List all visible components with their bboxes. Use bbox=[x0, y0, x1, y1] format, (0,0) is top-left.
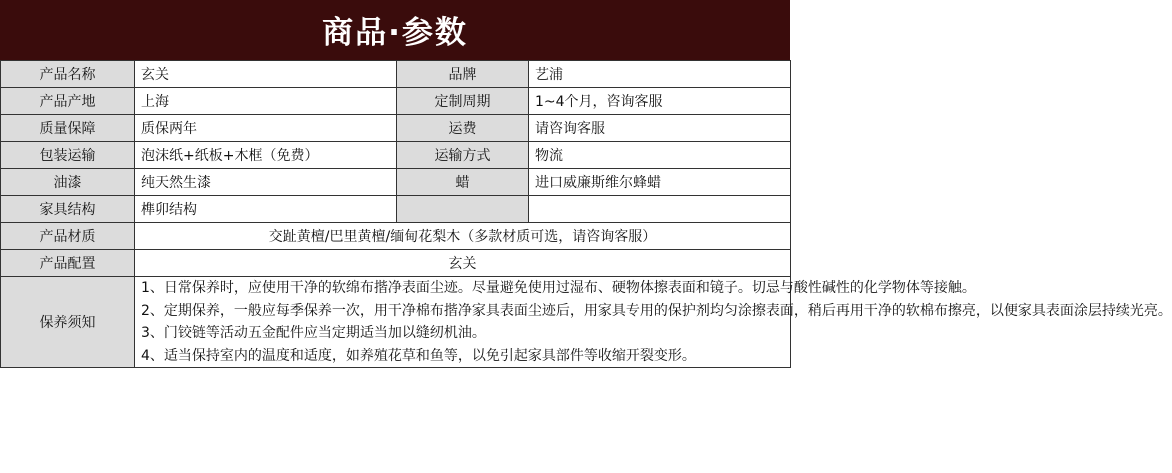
table-row bbox=[1, 142, 791, 169]
row-value: 上海 bbox=[135, 88, 397, 115]
row-label: 产品产地 bbox=[1, 88, 135, 115]
table-row bbox=[1, 61, 791, 88]
table-row bbox=[1, 250, 791, 277]
table-row bbox=[1, 88, 791, 115]
material-value: 交趾黄檀/巴里黄檀/缅甸花梨木（多款材质可选，请咨询客服） bbox=[135, 223, 791, 250]
material-label: 产品材质 bbox=[1, 223, 135, 250]
config-label: 产品配置 bbox=[1, 250, 135, 277]
care-item: 4、适当保持室内的温度和适度，如养殖花草和鱼等，以免引起家具部件等收缩开裂变形。 bbox=[141, 347, 696, 364]
table-row bbox=[1, 196, 791, 223]
table-row bbox=[1, 169, 791, 196]
row-value: 1~4个月，咨询客服 bbox=[529, 88, 791, 115]
row-label bbox=[397, 196, 529, 223]
row-value: 纯天然生漆 bbox=[135, 169, 397, 196]
row-label: 包装运输 bbox=[1, 142, 135, 169]
care-instructions bbox=[135, 277, 1172, 368]
row-value: 质保两年 bbox=[135, 115, 397, 142]
row-label: 蜡 bbox=[397, 169, 529, 196]
row-value: 进口威廉斯维尔蜂蜡 bbox=[529, 169, 791, 196]
row-value: 艺浦 bbox=[529, 61, 791, 88]
row-label: 运输方式 bbox=[397, 142, 529, 169]
table-row bbox=[1, 115, 791, 142]
row-label: 定制周期 bbox=[397, 88, 529, 115]
row-label: 家具结构 bbox=[1, 196, 135, 223]
row-label: 产品名称 bbox=[1, 61, 135, 88]
row-value: 泡沫纸+纸板+木框（免费） bbox=[135, 142, 397, 169]
page-title: 商品·参数 bbox=[322, 15, 468, 51]
row-value: 榫卯结构 bbox=[135, 196, 397, 223]
row-value: 请咨询客服 bbox=[529, 115, 791, 142]
row-label: 品牌 bbox=[397, 61, 529, 88]
row-value: 玄关 bbox=[135, 61, 397, 88]
row-value bbox=[529, 196, 791, 223]
care-item: 2、定期保养，一般应每季保养一次，用干净棉布揩净家具表面尘迹后，用家具专用的保护剂均匀涂擦表面，稍后再用干净的软棉布擦亮，以便家具表面涂层持续光亮。 bbox=[141, 302, 1172, 319]
care-label: 保养须知 bbox=[1, 277, 135, 368]
care-item: 3、门铰链等活动五金配件应当定期适当加以缝纫机油。 bbox=[141, 325, 486, 341]
row-label: 质量保障 bbox=[1, 115, 135, 142]
care-item: 1、日常保养时，应使用干净的软绵布揩净表面尘迹。尽量避免使用过湿布、硬物体擦表面和镜子。切忌与酸性碱性的化学物体等接触。 bbox=[141, 280, 976, 296]
table-row bbox=[1, 223, 791, 250]
row-label: 运费 bbox=[397, 115, 529, 142]
header-banner bbox=[0, 0, 790, 61]
config-value: 玄关 bbox=[135, 250, 791, 277]
parameter-table bbox=[0, 60, 1172, 368]
row-value: 物流 bbox=[529, 142, 791, 169]
table-row bbox=[1, 277, 791, 368]
row-label: 油漆 bbox=[1, 169, 135, 196]
